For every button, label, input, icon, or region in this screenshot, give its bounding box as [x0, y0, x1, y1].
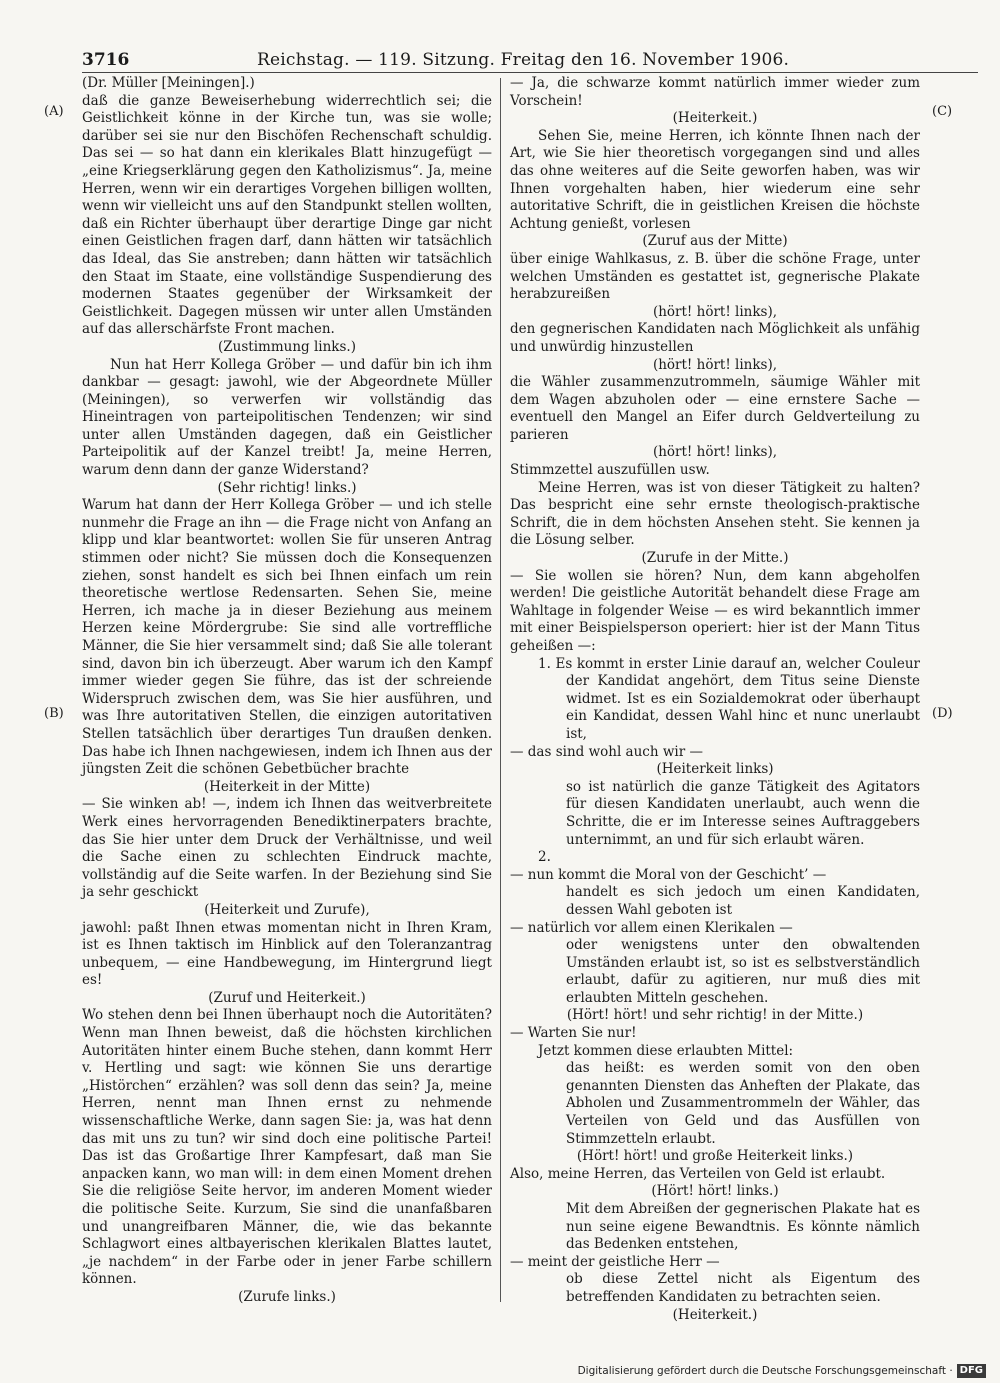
interjection: (Heiterkeit links) — [656, 761, 774, 778]
page-header — [82, 48, 978, 73]
margin-marker-b: (B) — [44, 706, 64, 721]
page-number: 3716 — [82, 50, 130, 70]
interjection: (Hört! hört! links.) — [651, 1183, 779, 1200]
interjection: (Sehr richtig! links.) — [217, 479, 357, 496]
interjection: (hört! hört! links), — [652, 356, 778, 373]
paragraph: das heißt: es werden somit von den oben genannten Diensten das Anheften der Plakate, das Abholen und Zusammentrommeln der Wähler, das Verteilen von Geld und das Ausfüllen von Stimmzetteln erlaubt. — [566, 1060, 920, 1147]
interjection: (Heiterkeit in der Mitte) — [203, 778, 371, 795]
margin-marker-a: (A) — [44, 104, 64, 119]
paragraph: (Dr. Müller [Meiningen].) — [82, 75, 255, 91]
paragraph: jawohl: paßt Ihnen etwas momentan nicht in Ihren Kram, ist es Ihnen taktisch im Hinblick auf den Toleranzantrag unbequem, — eine Handbewegung, im Hintergrund liegt es! — [82, 919, 492, 989]
paragraph: — Warten Sie nur! — [510, 1025, 637, 1042]
paragraph: so ist natürlich die ganze Tätigkeit des Agitators für diesen Kandidaten unerlaubt, auch wenn die Schritte, die er im Interesse seines Auftraggebers unternimmt, an und für sich erlaubt wären. — [566, 778, 920, 848]
paragraph: 1. Es kommt in erster Linie darauf an, welcher Couleur der Kandidat angehört, dem Titus seine Dienste widmet. Ist es ein Sozialdemokrat oder überhaupt ein Kandidat, dessen Wahl hinc et nunc unerlaubt ist, — [538, 655, 920, 742]
right-column — [510, 75, 920, 1323]
interjection: (Hört! hört! und große Heiterkeit links.) — [576, 1148, 854, 1165]
interjection: (Hört! hört! und sehr richtig! in der Mitte.) — [566, 1007, 864, 1024]
column-divider — [500, 78, 501, 1302]
paragraph: — Ja, die schwarze kommt natürlich immer wieder zum Vorschein! — [510, 75, 920, 109]
paragraph: handelt es sich jedoch um einen Kandidaten, dessen Wahl geboten ist — [566, 884, 920, 918]
paragraph: Wo stehen denn bei Ihnen überhaupt noch die Autoritäten? Wenn man Ihnen beweist, daß die höchsten kirchlichen Autoritäten hinter einem Buche stehen, dann kommt Herr v. Hertling und sagt: wie können Sie uns derartige „Histörchen“ erzählen? was soll denn das sein? Ja, meine Herren, nennt man Ihnen ernst zu nehmende wissenschaftliche Werke, dann sagen Sie: ja, was hat denn das mit uns zu tun? wir sind doch eine politische Partei! Das ist das Großartige Ihrer Kampfesart, daß man Sie anpacken kann, wo man will: in dem einen Moment drehen Sie die religiöse Seite hervor, im anderen Moment wieder die politische Seite. Kurzum, Sie sind die unanfaßbaren und unangreifbaren Männer, die, wie das bekannte Schlagwort eines altbayerischen klerikalen Blattes lautet, „je nachdem“ in der Farbe oder in jener Farbe schillern können. — [82, 1007, 492, 1288]
interjection: (Heiterkeit und Zurufe), — [204, 901, 370, 918]
paragraph: Nun hat Herr Kollega Gröber — und dafür bin ich ihm dankbar — gesagt: jawohl, wie der Abgeordnete Müller (Meiningen), so verwerfen wir vollständig das Hineintragen von parteipolitischen Tendenzen; wir sind unter allen Umständen dagegen, daß ein Geistlicher Parteipolitik auf der Kanzel treibt! Ja, meine Herren, warum denn dann der ganze Widerstand? — [82, 356, 492, 479]
interjection: (Zurufe links.) — [238, 1288, 336, 1305]
interjection: (Heiterkeit.) — [672, 110, 758, 127]
interjection: (hört! hört! links), — [652, 303, 778, 320]
paragraph: — natürlich vor allem einen Klerikalen — — [510, 919, 793, 936]
paragraph: daß die ganze Beweiserhebung widerrechtlich sei; die Geistlichkeit könne in der Kirche tun, was sie wolle; darüber sei sie nur den Bischöfen Rechenschaft schuldig. Das sei — so hat dann ein klerikales Blatt hinzugefügt — „eine Kriegserklärung gegen den Katholizismus“. Ja, meine Herren, wenn wir ein derartiges Vorgehen billigen wollten, wenn wir vielleicht uns auf den Standpunkt stellen wollten, daß ein Richter überhaupt über derartige Dinge gar nicht einen Geistlichen fragen darf, dann hätten wir tatsächlich das Ideal, das Sie anstreben; dann hätten wir tatsächlich den Staat im Staate, eine vollständige Suspendierung des modernen Staates gegenüber der Wirksamkeit der Geistlichkeit. Dagegen müssen wir unter allen Umständen auf das allerschärfste Front machen. — [82, 92, 492, 338]
dfg-logo: DFG — [957, 1364, 986, 1378]
paragraph: Sehen Sie, meine Herren, ich könnte Ihnen nach der Art, wie Sie hier theoretisch vorgegangen sind und alles das ohne weiteres auf die Seite geworfen haben, was wir Ihnen vorgehalten haben, hier wiederum eine sehr autoritative Schrift, die in geistlichen Kreisen die höchste Achtung genießt, vorlesen — [510, 127, 920, 232]
paragraph: Jetzt kommen diese erlaubten Mittel: — [538, 1042, 794, 1059]
paragraph: — nun kommt die Moral von der Geschicht’ — — [510, 866, 827, 883]
margin-marker-c: (C) — [932, 104, 953, 119]
paragraph: Meine Herren, was ist von dieser Tätigkeit zu halten? Das bespricht eine sehr ernste theologisch-praktische Schrift, die in dem höchsten Ansehen steht. Sie kennen ja die Lösung selber. — [510, 479, 920, 549]
paragraph: Also, meine Herren, das Verteilen von Geld ist erlaubt. — [510, 1165, 886, 1182]
paragraph: — meint der geistliche Herr — — [510, 1253, 720, 1270]
paragraph: — Sie winken ab! —, indem ich Ihnen das weitverbreitete Werk eines hervorragenden Benediktinerpaters brachte, das Sie hier unter dem Druck der Verhältnisse, und weil die Sache einen zu schlechten Eindruck machte, vollständig auf die Seite warfen. In der Beziehung sind Sie ja sehr geschickt — [82, 796, 492, 901]
interjection: (Heiterkeit.) — [672, 1306, 758, 1323]
paragraph: Warum hat dann der Herr Kollega Gröber — und ich stelle nunmehr die Frage an ihn — die Frage nicht von Anfang an klipp und klar beantwortet: wollen Sie für unseren Antrag stimmen oder nicht? Sie müssen doch die Konsequenzen ziehen, sonst handelt es sich bei Ihnen einfach um rein theoretische wertlose Redensarten. Sehen Sie, meine Herren, ich mache ja in dieser Beziehung aus meinem Herzen keine Mördergrube: Sie sind alle vortreffliche Männer, die Sie hier versammelt sind; daß Sie alle tolerant sind, davon bin ich überzeugt. Aber warum ich den Kampf immer wieder gegen Sie führe, das ist der schreiende Widerspruch zwischen dem, was Sie hier ausführen, und was Ihre autoritativen Stellen, die einzigen autoritativen Stellen tatsächlich über derartiges Tun draußen denken. Das habe ich Ihnen nachgewiesen, indem ich Ihnen aus der jüngsten Zeit die schönen Gebetbücher brachte — [82, 497, 492, 778]
paragraph: 2. — [538, 849, 551, 866]
interjection: (Zustimmung links.) — [218, 338, 356, 355]
paragraph: die Wähler zusammenzutrommeln, säumige Wähler mit dem Wagen abzuholen oder — eine ernstere Sache — eventuell den Mangel an Eifer durch Geldverteilung zu parieren — [510, 374, 920, 443]
interjection: (Zurufe in der Mitte.) — [641, 550, 789, 567]
paragraph: Stimmzettel auszufüllen usw. — [510, 462, 710, 479]
paragraph: — Sie wollen sie hören? Nun, dem kann abgeholfen werden! Die geistliche Autorität behandelt diese Frage am Wahltage in folgender Weise — es wird bekanntlich immer mit einer Beispielsperson operiert: hier ist der Mann Titus geheißen —: — [510, 567, 920, 654]
paragraph: den gegnerischen Kandidaten nach Möglichkeit als unfähig und unwürdig hinzustellen — [510, 321, 920, 355]
paragraph: über einige Wahlkasus, z. B. über die schöne Frage, unter welchen Umständen es gestattet ist, gegnerische Plakate herabzureißen — [510, 250, 920, 303]
interjection: (Zuruf aus der Mitte) — [642, 233, 788, 250]
paragraph: Mit dem Abreißen der gegnerischen Plakate hat es nun seine eigene Bewandtnis. Es könnte nämlich das Bedenken entstehen, — [566, 1201, 920, 1253]
interjection: (Zuruf und Heiterkeit.) — [208, 989, 366, 1006]
paragraph: — das sind wohl auch wir — — [510, 743, 703, 760]
digitization-credit — [578, 1363, 986, 1379]
margin-marker-d: (D) — [932, 706, 953, 721]
paragraph: oder wenigstens unter den obwaltenden Umständen erlaubt ist, so ist es selbstverständlich erlaubt, dafür zu agitieren, nur muß dies mit erlaubten Mitteln geschehen. — [566, 937, 920, 1006]
credit-text: Digitalisierung gefördert durch die Deutsche Forschungsgemeinschaft · — [577, 1365, 953, 1377]
paragraph: ob diese Zettel nicht als Eigentum des betreffenden Kandidaten zu betrachten seien. — [566, 1271, 920, 1305]
left-column — [82, 75, 492, 1305]
running-title: Reichstag. — 119. Sitzung. Freitag den 16. November 1906. — [257, 50, 790, 70]
interjection: (hört! hört! links), — [652, 444, 778, 461]
